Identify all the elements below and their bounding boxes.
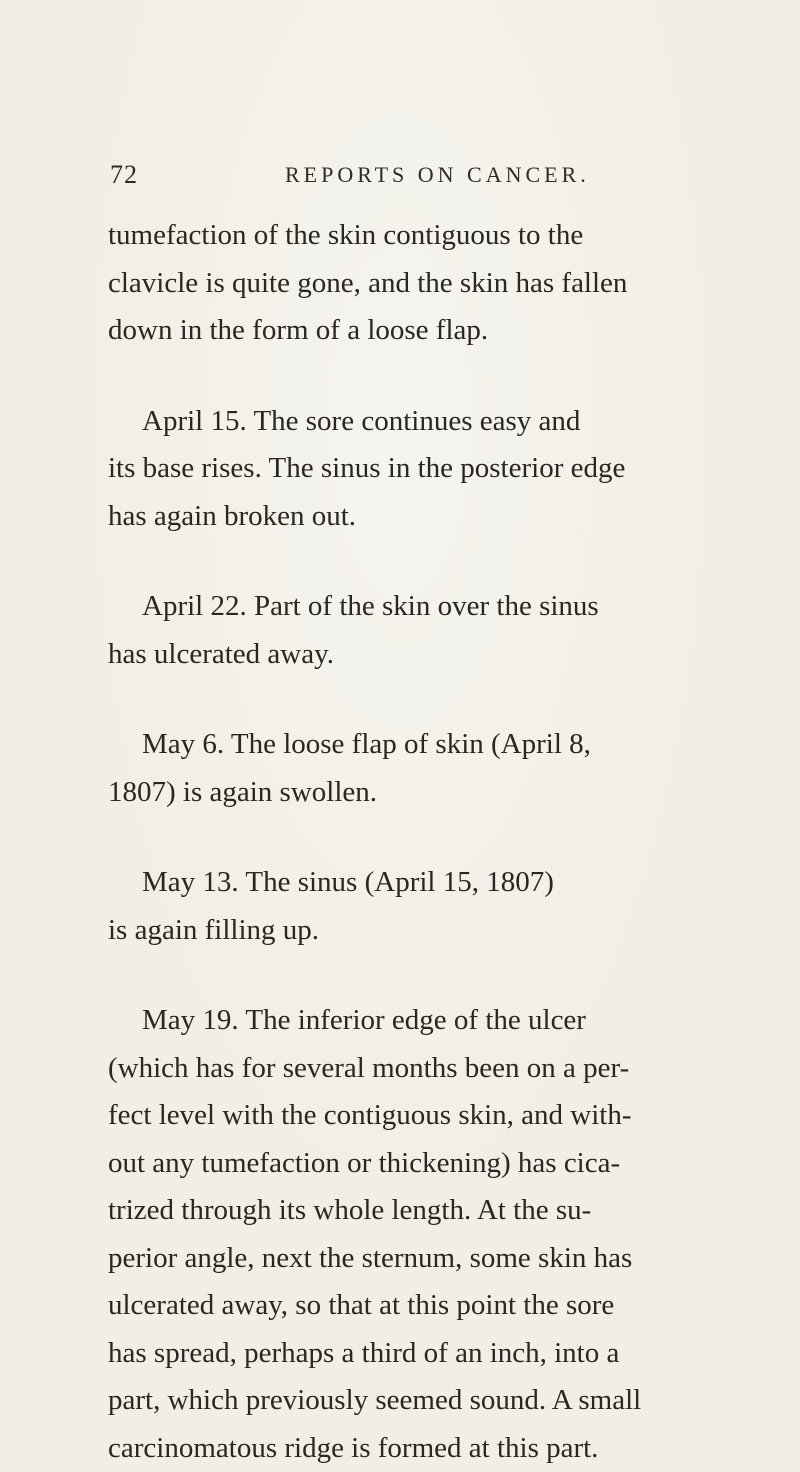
- text-line: ulcerated away, so that at this point the sore: [108, 1282, 768, 1330]
- running-title: REPORTS ON CANCER.: [285, 162, 590, 188]
- text-line: carcinomatous ridge is formed at this part.: [108, 1425, 768, 1472]
- paragraph-may-13: [108, 859, 768, 954]
- text-line: April 15. The sore continues easy and: [108, 398, 768, 446]
- text-line: has ulcerated away.: [108, 631, 768, 679]
- text-line: has again broken out.: [108, 493, 768, 541]
- text-line: part, which previously seemed sound. A small: [108, 1377, 768, 1425]
- paragraph-gap: [108, 678, 768, 721]
- text-line: trized through its whole length. At the su-: [108, 1187, 768, 1235]
- text-line: has spread, perhaps a third of an inch, into a: [108, 1330, 768, 1378]
- text-line: its base rises. The sinus in the posterior edge: [108, 445, 768, 493]
- paragraph-may-6: [108, 721, 768, 816]
- text-line: is again filling up.: [108, 907, 768, 955]
- paragraph-may-19: [108, 997, 768, 1472]
- page-number: 72: [110, 160, 138, 190]
- page-header: [110, 160, 750, 200]
- text-line: May 13. The sinus (April 15, 1807): [108, 859, 768, 907]
- paragraph-april-22: [108, 583, 768, 678]
- text-line: down in the form of a loose flap.: [108, 307, 768, 355]
- text-line: out any tumefaction or thickening) has cica-: [108, 1140, 768, 1188]
- text-line: fect level with the contiguous skin, and with-: [108, 1092, 768, 1140]
- text-line: clavicle is quite gone, and the skin has fallen: [108, 260, 768, 308]
- paragraph-gap: [108, 355, 768, 398]
- text-line: (which has for several months been on a per-: [108, 1045, 768, 1093]
- paragraph-gap: [108, 816, 768, 859]
- text-line: May 19. The inferior edge of the ulcer: [108, 997, 768, 1045]
- paragraph-gap: [108, 540, 768, 583]
- text-line: April 22. Part of the skin over the sinus: [108, 583, 768, 631]
- paragraph-gap: [108, 954, 768, 997]
- text-line: 1807) is again swollen.: [108, 769, 768, 817]
- paragraph-continuation: [108, 212, 768, 355]
- text-line: tumefaction of the skin contiguous to the: [108, 212, 768, 260]
- body-text: [108, 212, 768, 1472]
- text-line: perior angle, next the sternum, some skin has: [108, 1235, 768, 1283]
- paragraph-april-15: [108, 398, 768, 541]
- text-line: May 6. The loose flap of skin (April 8,: [108, 721, 768, 769]
